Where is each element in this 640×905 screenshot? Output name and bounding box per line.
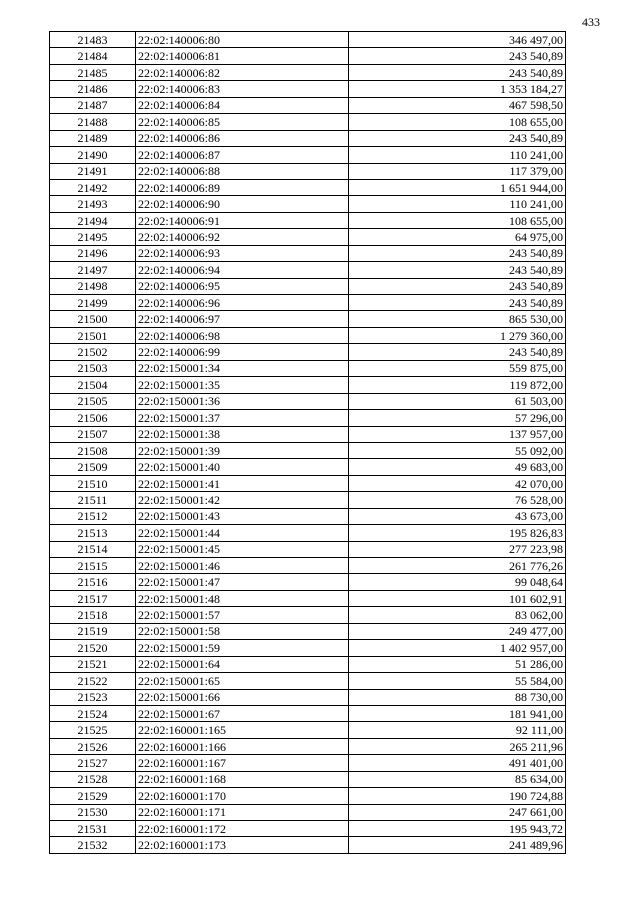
row-number-cell: 21500: [50, 311, 136, 327]
cadastral-value-cell: 85 634,00: [349, 771, 566, 787]
row-number-cell: 21510: [50, 475, 136, 491]
cadastral-value-cell: 261 776,26: [349, 558, 566, 574]
row-number-cell: 21497: [50, 262, 136, 278]
cadastral-number-cell: 22:02:140006:98: [136, 327, 349, 343]
cadastral-value-cell: 51 286,00: [349, 656, 566, 672]
cadastral-number-cell: 22:02:140006:80: [136, 32, 349, 48]
cadastral-value-cell: 265 211,96: [349, 738, 566, 754]
cadastral-number-cell: 22:02:150001:34: [136, 360, 349, 376]
row-number-cell: 21519: [50, 623, 136, 639]
table-row: [50, 623, 566, 639]
row-number-cell: 21485: [50, 64, 136, 80]
row-number-cell: 21505: [50, 393, 136, 409]
table-row: [50, 788, 566, 804]
table-row: [50, 525, 566, 541]
cadastral-value-cell: 243 540,89: [349, 344, 566, 360]
cadastral-value-cell: 108 655,00: [349, 114, 566, 130]
cadastral-value-cell: 55 584,00: [349, 673, 566, 689]
cadastral-value-cell: 110 241,00: [349, 196, 566, 212]
cadastral-value-cell: 57 296,00: [349, 410, 566, 426]
row-number-cell: 21529: [50, 788, 136, 804]
row-number-cell: 21516: [50, 574, 136, 590]
cadastral-number-cell: 22:02:160001:165: [136, 722, 349, 738]
cadastral-value-cell: 83 062,00: [349, 607, 566, 623]
cadastral-number-cell: 22:02:160001:173: [136, 837, 349, 853]
cadastral-value-cell: 76 528,00: [349, 492, 566, 508]
cadastral-value-cell: 243 540,89: [349, 130, 566, 146]
cadastral-value-cell: 243 540,89: [349, 64, 566, 80]
cadastral-value-table: [49, 31, 566, 854]
cadastral-value-cell: 243 540,89: [349, 278, 566, 294]
table-row: [50, 689, 566, 705]
table-row: [50, 114, 566, 130]
table-row: [50, 130, 566, 146]
row-number-cell: 21494: [50, 212, 136, 228]
row-number-cell: 21522: [50, 673, 136, 689]
row-number-cell: 21528: [50, 771, 136, 787]
row-number-cell: 21520: [50, 640, 136, 656]
row-number-cell: 21498: [50, 278, 136, 294]
row-number-cell: 21488: [50, 114, 136, 130]
cadastral-value-cell: 243 540,89: [349, 245, 566, 261]
cadastral-value-cell: 559 875,00: [349, 360, 566, 376]
cadastral-number-cell: 22:02:150001:47: [136, 574, 349, 590]
cadastral-number-cell: 22:02:140006:87: [136, 147, 349, 163]
cadastral-number-cell: 22:02:140006:83: [136, 81, 349, 97]
row-number-cell: 21513: [50, 525, 136, 541]
cadastral-number-cell: 22:02:160001:170: [136, 788, 349, 804]
table-row: [50, 442, 566, 458]
cadastral-number-cell: 22:02:140006:89: [136, 179, 349, 195]
row-number-cell: 21493: [50, 196, 136, 212]
row-number-cell: 21523: [50, 689, 136, 705]
cadastral-value-cell: 110 241,00: [349, 147, 566, 163]
cadastral-value-cell: 88 730,00: [349, 689, 566, 705]
cadastral-number-cell: 22:02:150001:37: [136, 410, 349, 426]
cadastral-number-cell: 22:02:150001:43: [136, 508, 349, 524]
cadastral-number-cell: 22:02:150001:46: [136, 558, 349, 574]
cadastral-value-cell: 43 673,00: [349, 508, 566, 524]
cadastral-value-cell: 243 540,89: [349, 262, 566, 278]
table-row: [50, 393, 566, 409]
table-row: [50, 64, 566, 80]
cadastral-number-cell: 22:02:140006:94: [136, 262, 349, 278]
cadastral-value-cell: 117 379,00: [349, 163, 566, 179]
cadastral-number-cell: 22:02:150001:39: [136, 442, 349, 458]
table-row: [50, 459, 566, 475]
table-row: [50, 640, 566, 656]
cadastral-number-cell: 22:02:140006:81: [136, 48, 349, 64]
cadastral-number-cell: 22:02:140006:88: [136, 163, 349, 179]
cadastral-value-cell: 61 503,00: [349, 393, 566, 409]
table-row: [50, 245, 566, 261]
cadastral-number-cell: 22:02:140006:95: [136, 278, 349, 294]
row-number-cell: 21521: [50, 656, 136, 672]
cadastral-value-cell: 243 540,89: [349, 295, 566, 311]
cadastral-value-cell: 1 353 184,27: [349, 81, 566, 97]
row-number-cell: 21530: [50, 804, 136, 820]
cadastral-value-cell: 241 489,96: [349, 837, 566, 853]
row-number-cell: 21504: [50, 377, 136, 393]
cadastral-number-cell: 22:02:150001:38: [136, 426, 349, 442]
cadastral-number-cell: 22:02:150001:45: [136, 541, 349, 557]
table-row: [50, 541, 566, 557]
cadastral-number-cell: 22:02:150001:64: [136, 656, 349, 672]
cadastral-value-cell: 49 683,00: [349, 459, 566, 475]
row-number-cell: 21525: [50, 722, 136, 738]
cadastral-number-cell: 22:02:150001:57: [136, 607, 349, 623]
cadastral-value-cell: 92 111,00: [349, 722, 566, 738]
cadastral-value-cell: 119 872,00: [349, 377, 566, 393]
row-number-cell: 21508: [50, 442, 136, 458]
cadastral-value-cell: 865 530,00: [349, 311, 566, 327]
row-number-cell: 21484: [50, 48, 136, 64]
cadastral-value-cell: 101 602,91: [349, 590, 566, 606]
table-row: [50, 607, 566, 623]
table-row: [50, 163, 566, 179]
table-row: [50, 360, 566, 376]
row-number-cell: 21526: [50, 738, 136, 754]
row-number-cell: 21527: [50, 755, 136, 771]
cadastral-value-cell: 346 497,00: [349, 32, 566, 48]
table-row: [50, 673, 566, 689]
table-row: [50, 81, 566, 97]
table-row: [50, 179, 566, 195]
row-number-cell: 21492: [50, 179, 136, 195]
cadastral-number-cell: 22:02:140006:96: [136, 295, 349, 311]
cadastral-number-cell: 22:02:150001:66: [136, 689, 349, 705]
table-row: [50, 821, 566, 837]
row-number-cell: 21532: [50, 837, 136, 853]
cadastral-number-cell: 22:02:150001:59: [136, 640, 349, 656]
table-row: [50, 705, 566, 721]
table-row: [50, 574, 566, 590]
table-row: [50, 48, 566, 64]
cadastral-number-cell: 22:02:150001:67: [136, 705, 349, 721]
cadastral-number-cell: 22:02:150001:36: [136, 393, 349, 409]
cadastral-value-cell: 42 070,00: [349, 475, 566, 491]
row-number-cell: 21503: [50, 360, 136, 376]
table-row: [50, 492, 566, 508]
table-row: [50, 32, 566, 48]
table-row: [50, 804, 566, 820]
cadastral-number-cell: 22:02:140006:99: [136, 344, 349, 360]
cadastral-value-cell: 55 092,00: [349, 442, 566, 458]
row-number-cell: 21490: [50, 147, 136, 163]
cadastral-value-cell: 190 724,88: [349, 788, 566, 804]
table-row: [50, 262, 566, 278]
cadastral-number-cell: 22:02:150001:48: [136, 590, 349, 606]
table-row: [50, 410, 566, 426]
row-number-cell: 21509: [50, 459, 136, 475]
row-number-cell: 21496: [50, 245, 136, 261]
cadastral-value-cell: 1 402 957,00: [349, 640, 566, 656]
table-row: [50, 558, 566, 574]
row-number-cell: 21524: [50, 705, 136, 721]
cadastral-number-cell: 22:02:150001:65: [136, 673, 349, 689]
cadastral-value-cell: 1 651 944,00: [349, 179, 566, 195]
cadastral-number-cell: 22:02:160001:172: [136, 821, 349, 837]
row-number-cell: 21486: [50, 81, 136, 97]
table-row: [50, 344, 566, 360]
table-row: [50, 475, 566, 491]
cadastral-value-cell: 108 655,00: [349, 212, 566, 228]
cadastral-value-cell: 1 279 360,00: [349, 327, 566, 343]
cadastral-number-cell: 22:02:160001:171: [136, 804, 349, 820]
table-row: [50, 147, 566, 163]
table-row: [50, 196, 566, 212]
cadastral-value-cell: 247 661,00: [349, 804, 566, 820]
cadastral-value-cell: 99 048,64: [349, 574, 566, 590]
row-number-cell: 21507: [50, 426, 136, 442]
page-number: 433: [582, 15, 600, 29]
table-row: [50, 426, 566, 442]
cadastral-value-cell: 137 957,00: [349, 426, 566, 442]
cadastral-number-cell: 22:02:140006:92: [136, 229, 349, 245]
cadastral-number-cell: 22:02:150001:44: [136, 525, 349, 541]
table-row: [50, 377, 566, 393]
table-row: [50, 771, 566, 787]
row-number-cell: 21517: [50, 590, 136, 606]
table-row: [50, 295, 566, 311]
table-row: [50, 97, 566, 113]
cadastral-value-cell: 277 223,98: [349, 541, 566, 557]
row-number-cell: 21531: [50, 821, 136, 837]
cadastral-number-cell: 22:02:150001:40: [136, 459, 349, 475]
cadastral-number-cell: 22:02:150001:35: [136, 377, 349, 393]
cadastral-number-cell: 22:02:140006:85: [136, 114, 349, 130]
table-row: [50, 656, 566, 672]
row-number-cell: 21502: [50, 344, 136, 360]
table-row: [50, 508, 566, 524]
row-number-cell: 21499: [50, 295, 136, 311]
row-number-cell: 21487: [50, 97, 136, 113]
table-row: [50, 722, 566, 738]
cadastral-value-cell: 491 401,00: [349, 755, 566, 771]
table-row: [50, 229, 566, 245]
row-number-cell: 21506: [50, 410, 136, 426]
table-row: [50, 590, 566, 606]
cadastral-number-cell: 22:02:140006:84: [136, 97, 349, 113]
cadastral-number-cell: 22:02:140006:97: [136, 311, 349, 327]
cadastral-number-cell: 22:02:150001:42: [136, 492, 349, 508]
row-number-cell: 21518: [50, 607, 136, 623]
row-number-cell: 21501: [50, 327, 136, 343]
cadastral-number-cell: 22:02:150001:41: [136, 475, 349, 491]
table-row: [50, 755, 566, 771]
cadastral-value-cell: 249 477,00: [349, 623, 566, 639]
row-number-cell: 21491: [50, 163, 136, 179]
cadastral-number-cell: 22:02:140006:86: [136, 130, 349, 146]
table-row: [50, 311, 566, 327]
cadastral-number-cell: 22:02:140006:93: [136, 245, 349, 261]
table-row: [50, 837, 566, 853]
row-number-cell: 21489: [50, 130, 136, 146]
cadastral-number-cell: 22:02:140006:82: [136, 64, 349, 80]
table-row: [50, 327, 566, 343]
cadastral-number-cell: 22:02:160001:166: [136, 738, 349, 754]
cadastral-value-cell: 195 826,83: [349, 525, 566, 541]
table-row: [50, 278, 566, 294]
cadastral-value-cell: 467 598,50: [349, 97, 566, 113]
cadastral-number-cell: 22:02:160001:168: [136, 771, 349, 787]
row-number-cell: 21495: [50, 229, 136, 245]
cadastral-number-cell: 22:02:140006:91: [136, 212, 349, 228]
cadastral-value-cell: 181 941,00: [349, 705, 566, 721]
row-number-cell: 21515: [50, 558, 136, 574]
table-row: [50, 212, 566, 228]
row-number-cell: 21511: [50, 492, 136, 508]
cadastral-value-cell: 64 975,00: [349, 229, 566, 245]
cadastral-value-cell: 243 540,89: [349, 48, 566, 64]
row-number-cell: 21514: [50, 541, 136, 557]
cadastral-number-cell: 22:02:140006:90: [136, 196, 349, 212]
cadastral-number-cell: 22:02:150001:58: [136, 623, 349, 639]
table-body: [50, 32, 566, 854]
cadastral-value-cell: 195 943,72: [349, 821, 566, 837]
cadastral-number-cell: 22:02:160001:167: [136, 755, 349, 771]
row-number-cell: 21512: [50, 508, 136, 524]
table-row: [50, 738, 566, 754]
row-number-cell: 21483: [50, 32, 136, 48]
